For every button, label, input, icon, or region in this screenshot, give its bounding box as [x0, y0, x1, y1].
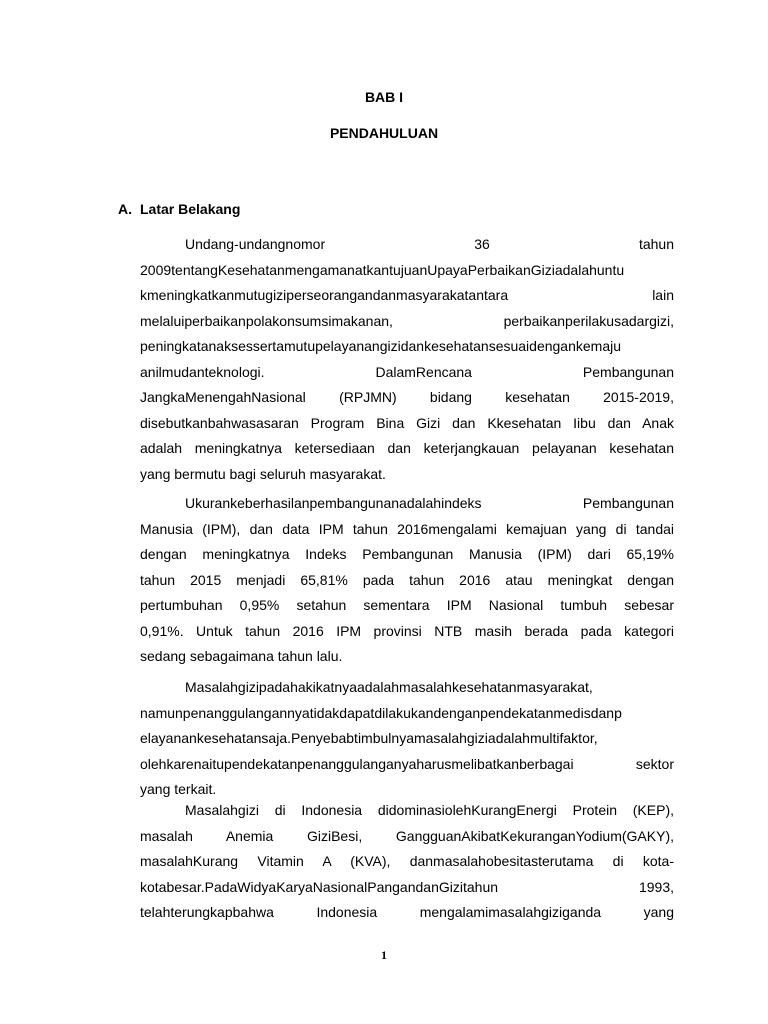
paragraph-2: [140, 491, 674, 670]
page-number: 1: [381, 948, 387, 962]
text-line: kotabesar.PadaWidyaKaryaNasionalPangandanGizitahun 1993,: [140, 878, 674, 895]
text-line: pertumbuhan 0,95% setahun sementara IPM Nasional tumbuh sebesar: [140, 597, 674, 613]
text-line: peningkatanaksessertamutupelayanangizidankesehatansesuaidengankemaju: [140, 338, 622, 354]
text-line: tahun 2015 menjadi 65,81% pada tahun 2016 atau meningkat dengan: [140, 571, 674, 588]
text-line: 2009tentangKesehatanmengamanatkantujuanUpayaPerbaikanGiziadalahuntu: [140, 261, 625, 278]
paragraph-3: [140, 675, 674, 803]
paragraph-1: [140, 232, 674, 487]
text-line: Masalahgizi di Indonesia didominasiolehKurangEnergi Protein (KEP),: [185, 802, 674, 818]
text-line: dengan meningkatnya Indeks Pembangunan Manusia (IPM) dari 65,19%: [140, 546, 674, 562]
text-line: yang terkait.: [140, 781, 217, 797]
text-line: kmeningkatkanmutugiziperseorangandanmasyarakatantara lain: [140, 287, 674, 303]
text-line: Undang-undangnomor 36 tahun: [185, 236, 674, 252]
chapter-number: BAB I: [364, 89, 404, 105]
text-line: telahterungkapbahwa Indonesia mengalamimasalahgiziganda yang: [140, 904, 674, 920]
text-line: namunpenanggulangannyatidakdapatdilakukandenganpendekatanmedisdanp: [140, 704, 622, 721]
paragraph-4: [140, 798, 674, 926]
text-line: Masalahgizipadahakikatnyaadalahmasalahkesehatanmasyarakat,: [185, 679, 593, 695]
chapter-title: PENDAHULUAN: [329, 125, 439, 141]
text-line: Ukurankeberhasilanpembangunanadalahindeks Pembangunan: [185, 495, 674, 511]
text-line: adalah meningkatnya ketersediaan dan keterjangkauan pelayanan kesehatan: [140, 440, 674, 456]
text-line: JangkaMenengahNasional (RPJMN) bidang kesehatan 2015-2019,: [140, 389, 674, 405]
text-line: disebutkanbahwasasaran Program Bina Gizi dan Kkesehatan Iibu dan Anak: [140, 414, 674, 431]
section-letter: A.: [118, 201, 132, 217]
text-line: masalahKurang Vitamin A (KVA), danmasalahobesitasterutama di kota-: [140, 853, 674, 869]
text-line: masalah Anemia GiziBesi, GangguanAkibatKekuranganYodium(GAKY),: [140, 827, 674, 844]
text-line: olehkarenaitupendekatanpenanggulanganyaharusmelibatkanberbagai sektor: [140, 755, 674, 772]
section-title: Latar Belakang: [140, 201, 241, 217]
section-heading: [118, 200, 240, 218]
text-line: 0,91%. Untuk tahun 2016 IPM provinsi NTB masih berada pada kategori: [140, 622, 674, 639]
text-line: anilmudanteknologi. DalamRencana Pembangunan: [140, 363, 674, 380]
text-line: yang bermutu bagi seluruh masyarakat.: [140, 465, 386, 482]
text-line: elayanankesehatansaja.Penyebabtimbulnyamasalahgiziadalahmultifaktor,: [140, 730, 598, 746]
text-line: Manusia (IPM), dan data IPM tahun 2016mengalami kemajuan yang di tandai: [140, 520, 674, 537]
text-line: sedang sebagaimana tahun lalu.: [140, 648, 343, 664]
text-line: melaluiperbaikanpolakonsumsimakanan, perbaikanperilakusadargizi,: [140, 312, 674, 329]
